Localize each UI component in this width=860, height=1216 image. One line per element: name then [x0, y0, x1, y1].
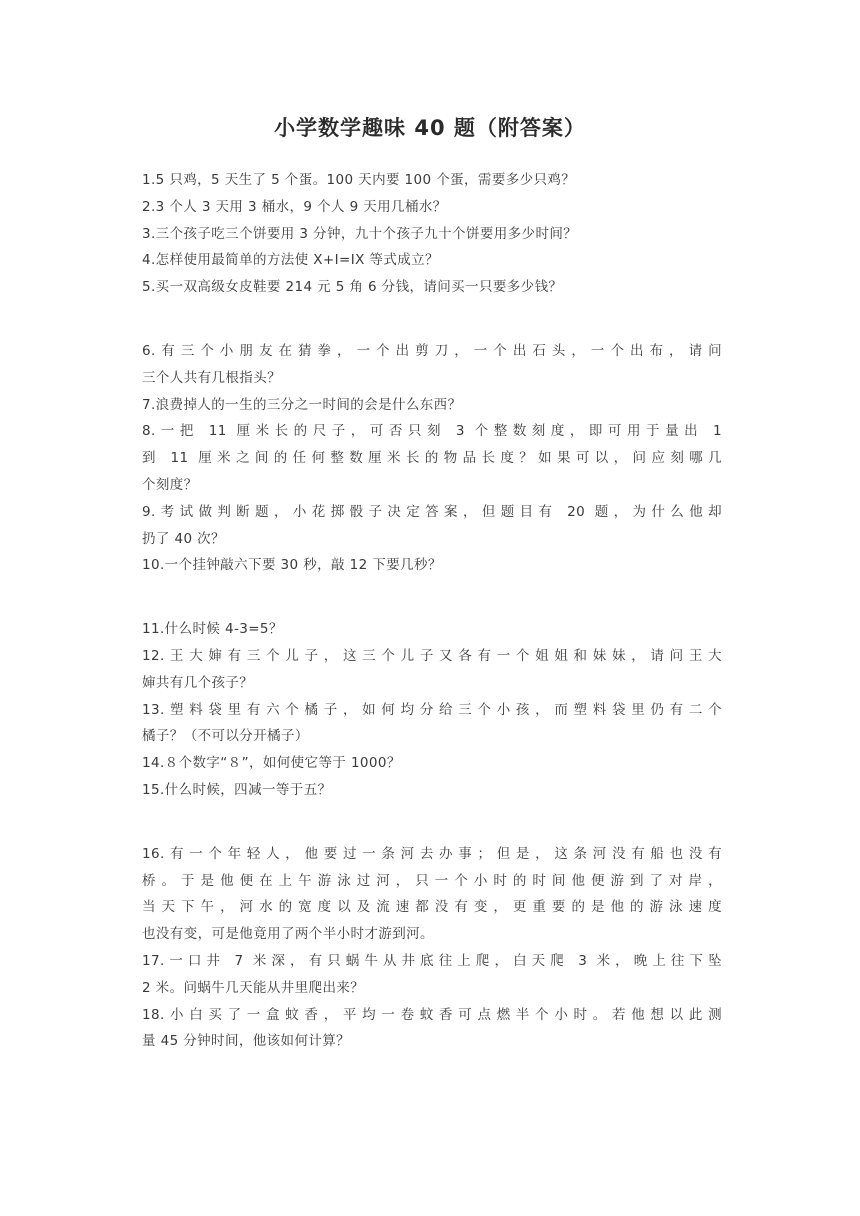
- question-line: 三个人共有几根指头？: [142, 369, 281, 386]
- question-line: 10.一个挂钟敲六下要 30 秒，敲 12 下要几秒？: [142, 557, 442, 574]
- question-item: [142, 418, 722, 498]
- question-item: [142, 697, 722, 751]
- question-item: [142, 221, 722, 248]
- question-line: 扔了 40 次？: [142, 530, 225, 547]
- question-line: 也没有变，可是他竟用了两个半小时才游到河。: [142, 926, 434, 943]
- question-item: [142, 1002, 722, 1056]
- section-gap: [142, 804, 722, 841]
- question-list: [142, 167, 722, 1055]
- question-item: [142, 499, 722, 553]
- question-line: 婶共有几个孩子？: [142, 674, 254, 691]
- question-line: 2.3 个人 3 天用 3 桶水，9 个人 9 天用几桶水？: [142, 198, 447, 215]
- question-line: 16.有一个年轻人，他要过一条河去办事；但是，这条河没有船也没有: [142, 845, 722, 862]
- question-item: [142, 616, 722, 643]
- question-item: [142, 392, 722, 419]
- question-group: [142, 338, 722, 579]
- question-line: 个刻度？: [142, 476, 198, 493]
- question-item: [142, 841, 722, 948]
- question-item: [142, 274, 722, 301]
- question-line: 15.什么时候，四减一等于五？: [142, 781, 332, 798]
- question-line: 到 11 厘米之间的任何整数厘米长的物品长度？如果可以，问应刻哪几: [142, 450, 722, 467]
- question-line: 橘子？（不可以分开橘子）: [142, 728, 309, 745]
- question-line: 18.小白买了一盒蚊香，平均一卷蚊香可点燃半个小时。若他想以此测: [142, 1006, 722, 1023]
- section-gap: [142, 301, 722, 338]
- question-line: 6.有三个小朋友在猜拳，一个出剪刀，一个出石头，一个出布，请问: [142, 342, 722, 359]
- question-item: [142, 167, 722, 194]
- question-item: [142, 643, 722, 697]
- question-line: 4.怎样使用最简单的方法使 X+I=IX 等式成立？: [142, 252, 439, 269]
- question-line: 5.买一双高级女皮鞋要 214 元 5 角 6 分钱，请问买一只要多少钱？: [142, 279, 563, 296]
- question-line: 8.一把 11 厘米长的尺子，可否只刻 3 个整数刻度，即可用于量出 1: [142, 423, 722, 440]
- section-gap: [142, 579, 722, 616]
- question-group: [142, 167, 722, 301]
- question-line: 3.三个孩子吃三个饼要用 3 分钟，九十个孩子九十个饼要用多少时间？: [142, 225, 578, 242]
- question-item: [142, 750, 722, 777]
- question-group: [142, 841, 722, 1055]
- question-item: [142, 194, 722, 221]
- question-item: [142, 777, 722, 804]
- question-line: 12.王大婶有三个儿子，这三个儿子又各有一个姐姐和妹妹，请问王大: [142, 647, 722, 664]
- question-item: [142, 247, 722, 274]
- question-item: [142, 948, 722, 1002]
- question-line: 桥。于是他便在上午游泳过河，只一个小时的时间他便游到了对岸，: [142, 872, 722, 889]
- question-line: 11.什么时候 4-3=5？: [142, 621, 283, 638]
- question-item: [142, 338, 722, 392]
- question-line: 14.８个数字“８”，如何使它等于 1000？: [142, 755, 401, 772]
- document-title: 小学数学趣味 40 题（附答案）: [274, 116, 586, 140]
- question-line: 1.5 只鸡，5 天生了 5 个蛋。100 天内要 100 个蛋，需要多少只鸡？: [142, 172, 576, 188]
- question-line: 当天下午，河水的宽度以及流速都没有变，更重要的是他的游泳速度: [142, 899, 722, 916]
- question-line: 量 45 分钟时间，他该如何计算？: [142, 1033, 351, 1050]
- question-line: 13.塑料袋里有六个橘子，如何均分给三个小孩，而塑料袋里仍有二个: [142, 701, 722, 718]
- question-line: 2 米。问蜗牛几天能从井里爬出来？: [142, 979, 365, 996]
- question-line: 17.一口井 7 米深，有只蜗牛从井底往上爬，白天爬 3 米，晚上往下坠: [142, 952, 722, 969]
- question-item: [142, 552, 722, 579]
- question-line: 9.考试做判断题，小花掷骰子决定答案，但题目有 20 题，为什么他却: [142, 503, 722, 520]
- question-line: 7.浪费掉人的一生的三分之一时间的会是什么东西？: [142, 396, 462, 413]
- question-group: [142, 616, 722, 804]
